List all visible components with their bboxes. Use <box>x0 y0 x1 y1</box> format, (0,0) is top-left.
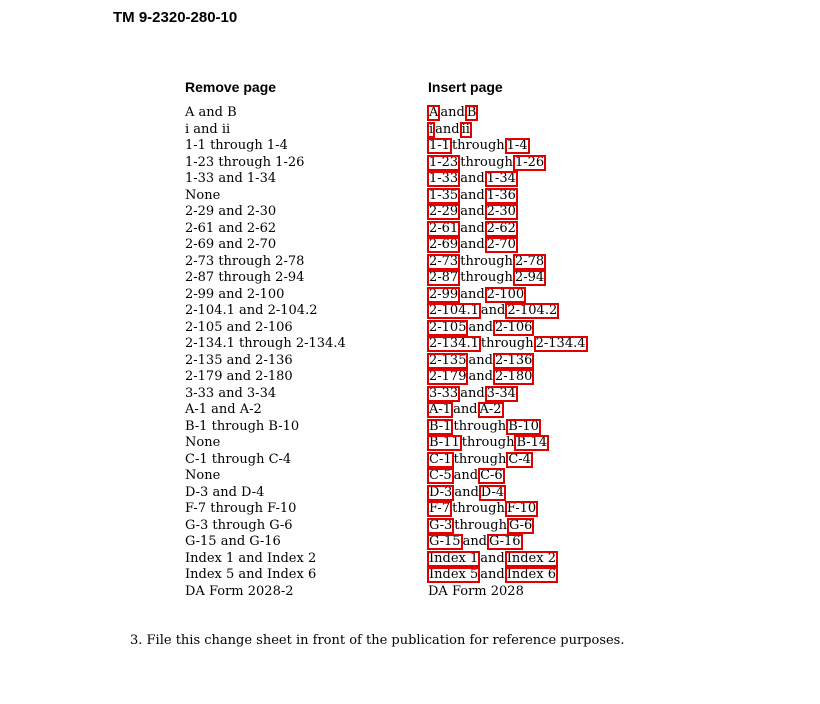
remove-page-item: F-7 through F-10 <box>185 501 297 516</box>
range-connector: and <box>460 171 485 186</box>
range-connector: through <box>452 501 505 516</box>
range-connector: and <box>460 187 485 203</box>
range-connector: and <box>480 567 505 582</box>
page-link-to[interactable]: 2-78 <box>514 253 545 269</box>
remove-page-item: 2-99 and 2-100 <box>185 286 285 302</box>
insert-page-item <box>428 204 587 221</box>
remove-page-item: 1-23 through 1-26 <box>185 154 305 170</box>
remove-page-item: i and ii <box>185 121 231 137</box>
remove-page-item: 2-87 through 2-94 <box>185 270 305 285</box>
remove-page-item: 2-134.1 through 2-134.4 <box>185 336 346 351</box>
range-connector: through <box>480 336 534 351</box>
page-link-to[interactable]: 2-180 <box>494 369 533 384</box>
page-link-from[interactable]: 2-69 <box>429 237 459 252</box>
range-connector: and <box>480 550 505 566</box>
insert-page-item <box>428 254 587 271</box>
page-link-to[interactable]: 2-134.4 <box>535 336 586 351</box>
page-link-to[interactable]: 2-94 <box>514 270 545 285</box>
page-link-from[interactable]: 2-134.1 <box>429 336 479 351</box>
page-link-from[interactable]: 2-105 <box>429 319 467 335</box>
page-link-from[interactable]: Index 1 <box>429 550 479 566</box>
page-link-from[interactable]: C-1 <box>429 451 452 467</box>
page-link-to[interactable]: 2-104.2 <box>507 303 558 318</box>
remove-page-item: G-3 through G-6 <box>185 517 293 533</box>
range-connector: through <box>451 138 505 153</box>
insert-page-item <box>428 270 587 287</box>
remove-page-item: 2-135 and 2-136 <box>185 352 293 368</box>
insert-page-item <box>428 138 587 155</box>
page-link-to[interactable]: 2-100 <box>486 286 525 302</box>
page-link-from[interactable]: 2-61 <box>429 220 459 236</box>
remove-page-item: 2-29 and 2-30 <box>185 204 277 219</box>
remove-page-item: 1-1 through 1-4 <box>185 138 288 153</box>
remove-page-list <box>185 105 346 600</box>
insert-page-item <box>428 320 587 337</box>
remove-page-item: A and B <box>185 105 237 120</box>
page-link-to[interactable]: A-2 <box>479 402 502 417</box>
insert-page-item <box>428 567 587 584</box>
range-connector: through <box>460 253 513 269</box>
insert-page-item <box>428 188 587 205</box>
page-link-to[interactable]: 2-106 <box>494 319 533 335</box>
range-connector: and <box>460 204 485 219</box>
insert-page-item <box>428 584 587 601</box>
insert-page-item <box>428 518 587 535</box>
range-connector: and <box>440 105 465 120</box>
range-connector: and <box>453 468 479 483</box>
insert-page-item <box>428 287 587 304</box>
page-link-from[interactable]: 2-99 <box>429 286 459 302</box>
remove-page-item: B-1 through B-10 <box>185 418 300 434</box>
range-connector: through <box>460 270 513 285</box>
range-connector: and <box>454 484 479 500</box>
remove-page-item: Index 5 and Index 6 <box>185 567 317 582</box>
page-link-from[interactable]: B-11 <box>429 435 460 450</box>
range-connector: through <box>454 517 508 533</box>
page-link-from[interactable]: 2-104.1 <box>429 303 479 318</box>
page-link-to[interactable]: G-6 <box>509 517 533 533</box>
insert-page-heading: Insert page <box>428 79 503 95</box>
remove-page-item: 1-33 and 1-34 <box>185 171 277 186</box>
remove-page-item: 2-104.1 and 2-104.2 <box>185 303 318 318</box>
insert-page-item <box>428 237 587 254</box>
remove-page-item: 2-73 through 2-78 <box>185 253 305 269</box>
remove-page-item: None <box>185 435 221 450</box>
page-link-from[interactable]: C-5 <box>429 468 452 483</box>
remove-page-item: 3-33 and 3-34 <box>185 385 277 401</box>
page-link-to[interactable]: 2-30 <box>486 204 516 219</box>
page-link-from[interactable]: D-3 <box>429 484 453 500</box>
page-link-from[interactable]: 1-23 <box>429 154 459 170</box>
insert-page-item <box>428 303 587 320</box>
page-link-from[interactable]: 2-73 <box>429 253 459 269</box>
remove-page-item: A-1 and A-2 <box>185 402 262 417</box>
page-link-to[interactable]: G-16 <box>489 534 521 549</box>
page-link-from[interactable]: 2-29 <box>429 204 459 219</box>
remove-page-item: G-15 and G-16 <box>185 534 281 549</box>
insert-page-item <box>428 468 587 485</box>
remove-page-item: D-3 and D-4 <box>185 484 265 500</box>
range-connector: and <box>462 534 488 549</box>
range-connector: and <box>480 303 506 318</box>
insert-page-item <box>428 386 587 403</box>
page-link-from[interactable]: Index 5 <box>429 567 479 582</box>
tm-number-header: TM 9-2320-280-10 <box>113 9 238 26</box>
page-link-to[interactable]: B-10 <box>508 418 539 434</box>
insert-page-item <box>428 221 587 238</box>
insert-page-item <box>428 534 587 551</box>
insert-page-column <box>428 79 587 600</box>
range-connector: and <box>435 121 460 137</box>
insert-page-item <box>428 336 587 353</box>
page-link-to[interactable]: C-6 <box>480 468 503 483</box>
page-link-from[interactable]: F-7 <box>429 501 451 516</box>
page-link-to[interactable]: 1-36 <box>486 187 516 203</box>
remove-page-item: None <box>185 187 221 203</box>
range-connector: through <box>453 418 507 434</box>
page-link-from[interactable]: 1-33 <box>429 171 459 186</box>
page-link-from[interactable]: 3-33 <box>429 385 459 401</box>
page-link-to[interactable]: F-10 <box>506 501 537 516</box>
range-connector: and <box>468 369 493 384</box>
page-link-to[interactable]: B-14 <box>516 435 548 450</box>
remove-page-item: 2-105 and 2-106 <box>185 319 293 335</box>
insert-page-item <box>428 485 587 502</box>
insert-page-item <box>428 402 587 419</box>
insert-page-item <box>428 435 587 452</box>
page-link-from[interactable]: A <box>429 105 439 120</box>
page-link-from[interactable]: G-3 <box>429 517 453 533</box>
page-link-to[interactable]: 2-70 <box>486 237 516 252</box>
page-link-from[interactable]: 1-1 <box>429 138 450 153</box>
remove-page-item: None <box>185 468 221 483</box>
insert-page-list <box>428 105 587 600</box>
instruction-note: 3. File this change sheet in front of the publication for reference purposes. <box>130 633 625 648</box>
insert-page-item <box>428 369 587 386</box>
range-connector: and <box>460 237 485 252</box>
page-link-from[interactable]: 2-179 <box>429 369 467 384</box>
insert-page-item <box>428 105 587 122</box>
page-link-to[interactable]: Index 6 <box>506 567 556 582</box>
page-link-from[interactable]: i <box>429 121 434 137</box>
range-connector: through <box>461 435 515 450</box>
range-connector: and <box>460 220 485 236</box>
remove-page-item: C-1 through C-4 <box>185 451 292 467</box>
range-connector: and <box>468 352 493 368</box>
insert-page-item <box>428 353 587 370</box>
range-connector: and <box>453 402 478 417</box>
range-connector: through <box>460 154 513 170</box>
insert-page-item <box>428 171 587 188</box>
page-link-from[interactable]: B-1 <box>429 418 452 434</box>
page-link-to[interactable]: 1-34 <box>486 171 516 186</box>
page-link-from[interactable]: 2-135 <box>429 352 467 368</box>
insert-page-item <box>428 452 587 469</box>
range-connector: and <box>468 319 493 335</box>
page-link-to[interactable]: Index 2 <box>506 550 556 566</box>
remove-page-item: 2-69 and 2-70 <box>185 237 277 252</box>
range-connector: and <box>460 385 485 401</box>
remove-page-heading: Remove page <box>185 79 277 95</box>
insert-page-item <box>428 551 587 568</box>
page-link-to[interactable]: 1-26 <box>514 154 545 170</box>
range-connector: through <box>453 451 507 467</box>
page-link-to[interactable]: 2-62 <box>486 220 516 236</box>
insert-page-item <box>428 419 587 436</box>
insert-page-item <box>428 501 587 518</box>
page-link-from[interactable]: G-15 <box>429 534 461 549</box>
page-link-to[interactable]: ii <box>461 121 470 137</box>
page-link-to[interactable]: 2-136 <box>494 352 533 368</box>
page-link-from[interactable]: 1-35 <box>429 187 459 203</box>
range-connector: and <box>460 286 485 302</box>
remove-page-item: DA Form 2028-2 <box>185 583 294 599</box>
page-link-from[interactable]: 2-87 <box>429 270 459 285</box>
remove-page-item: Index 1 and Index 2 <box>185 550 317 566</box>
page-link-from[interactable]: A-1 <box>429 402 452 417</box>
page-link-to[interactable]: D-4 <box>480 484 505 500</box>
remove-page-column <box>185 79 346 600</box>
remove-page-item: 2-179 and 2-180 <box>185 369 293 384</box>
page-link-to[interactable]: B <box>466 105 477 120</box>
insert-page-item <box>428 122 587 139</box>
insert-page-text: DA Form 2028 <box>428 583 524 599</box>
insert-page-item <box>428 155 587 172</box>
page-link-to[interactable]: 1-4 <box>506 138 528 153</box>
page-link-to[interactable]: 3-34 <box>486 385 516 401</box>
remove-page-item: 2-61 and 2-62 <box>185 220 277 236</box>
page-link-to[interactable]: C-4 <box>508 451 531 467</box>
